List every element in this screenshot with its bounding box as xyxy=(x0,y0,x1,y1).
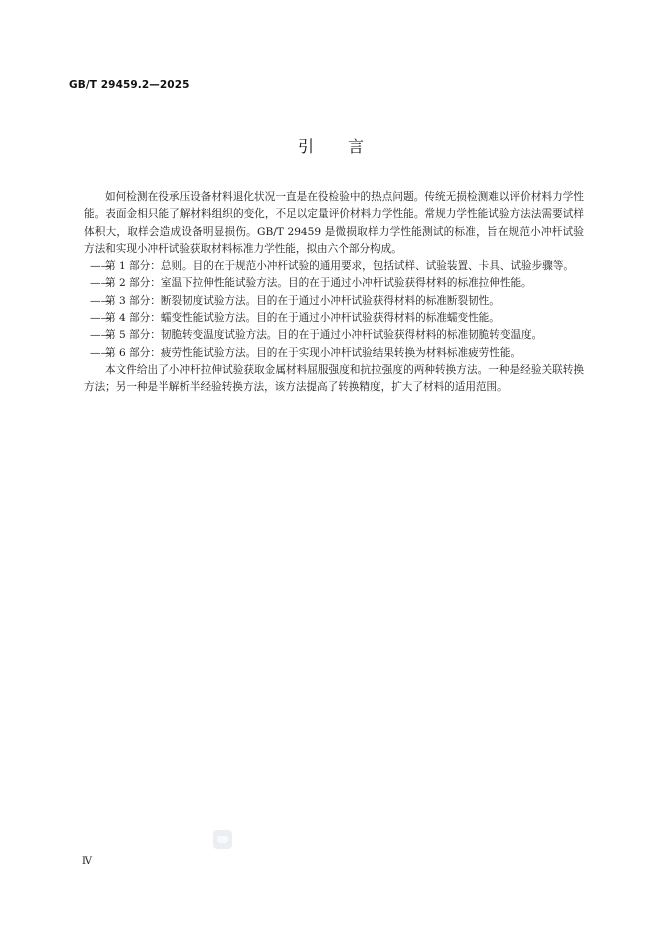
list-item-text: 第 3 部分：断裂韧度试验方法。目的在于通过小冲杆试验获得材料的标准断裂韧性。 xyxy=(105,294,500,307)
list-dash: —— xyxy=(90,277,112,290)
list-dash: —— xyxy=(90,346,112,359)
list-item-text: 第 2 部分：室温下拉伸性能试验方法。目的在于通过小冲杆试验获得材料的标准拉伸性能。 xyxy=(105,277,532,290)
list-item-text: 第 5 部分：韧脆转变温度试验方法。目的在于通过小冲杆试验获得材料的标准韧脆转变温度。 xyxy=(105,329,543,342)
list-item-text: 第 4 部分：蠕变性能试验方法。目的在于通过小冲杆试验获得材料的标准蠕变性能。 xyxy=(105,312,500,325)
list-item-text: 第 1 部分：总则。目的在于规范小冲杆试验的通用要求，包括试样、试验装置、卡具、试验步骤等。 xyxy=(105,260,575,273)
list-item-part-3 xyxy=(84,293,584,310)
list-item-part-5 xyxy=(84,327,584,344)
list-dash: —— xyxy=(90,312,112,325)
list-item-part-2 xyxy=(84,275,584,292)
intro-paragraph: 如何检测在役承压设备材料退化状况一直是在役检验中的热点问题。传统无损检测难以评价材料力学性能。表面金相只能了解材料组织的变化，不足以定量评价材料力学性能。常规力学性能试验方法法需要试样体积大，取样会造成设备明显损伤。GB/T 29459 是微损取样力学性能测试的标准，旨在规范小冲杆试验方法和实现小冲杆试验获取材料标准力学性能，拟由六个部分构成。 xyxy=(84,191,584,255)
list-dash: —— xyxy=(90,329,112,342)
document-body xyxy=(84,189,584,397)
list-item-part-1 xyxy=(84,258,584,275)
list-item-part-6 xyxy=(84,345,584,362)
page-number: Ⅳ xyxy=(82,856,92,867)
list-dash: —— xyxy=(90,294,112,307)
list-item-part-4 xyxy=(84,310,584,327)
standard-number: GB/T 29459.2—2025 xyxy=(69,79,190,91)
list-dash: —— xyxy=(90,260,112,273)
closing-paragraph: 本文件给出了小冲杆拉伸试验获取金属材料屈服强度和抗拉强度的两种转换方法。一种是经验关联转换方法；另一种是半解析半经验转换方法，该方法提高了转换精度，扩大了材料的适用范围。 xyxy=(84,363,584,394)
section-title: 引言 xyxy=(297,137,398,156)
list-item-text: 第 6 部分：疲劳性能试验方法。目的在于实现小冲杆试验结果转换为材料标准疲劳性能。 xyxy=(105,346,522,359)
watermark-logo-icon xyxy=(213,830,232,849)
